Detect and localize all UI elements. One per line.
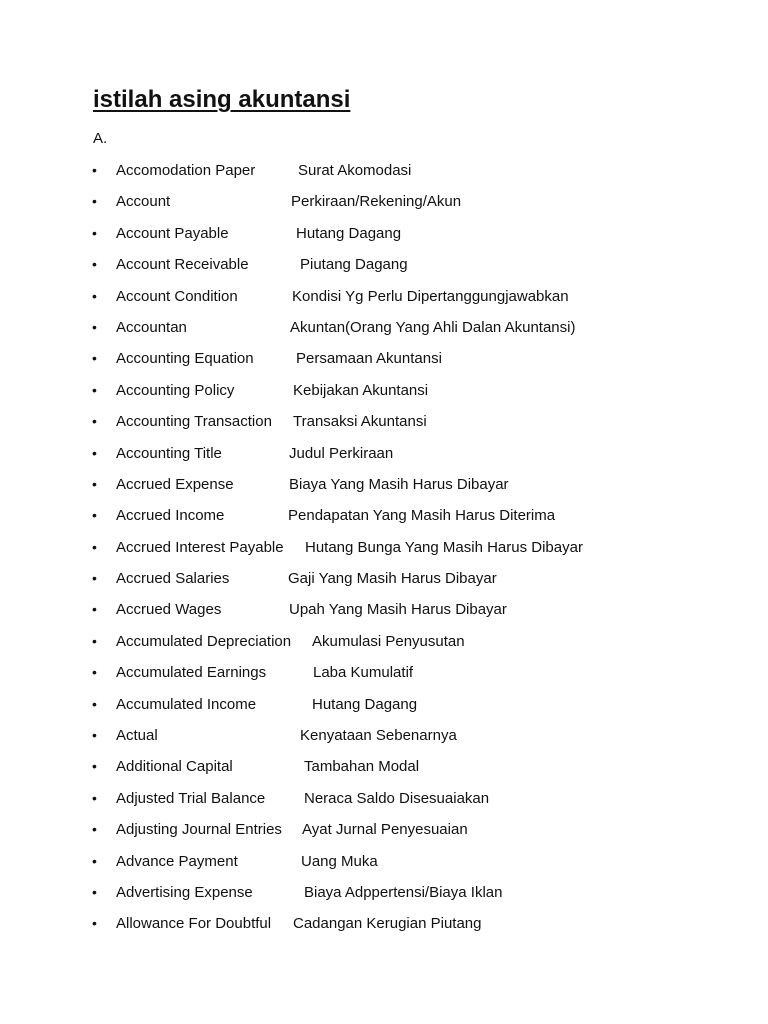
glossary-item [0, 162, 768, 193]
glossary-item [0, 664, 768, 695]
bullet-icon: • [92, 162, 97, 178]
bullet-icon: • [92, 413, 97, 430]
term-indonesian: Surat Akomodasi [298, 162, 412, 179]
bullet-icon: • [92, 601, 97, 618]
term-indonesian: Kondisi Yg Perlu Dipertanggungjawabkan [292, 287, 569, 305]
glossary-item [0, 507, 768, 538]
term-english: Account Receivable [116, 256, 249, 274]
term-indonesian: Hutang Bunga Yang Masih Harus Dibayar [305, 538, 583, 556]
term-english: Allowance For Doubtful [116, 915, 272, 933]
bullet-icon: • [92, 193, 97, 210]
bullet-icon: • [92, 915, 97, 932]
term-indonesian: Biaya Yang Masih Harus Dibayar [289, 475, 509, 493]
bullet-icon: • [92, 538, 97, 555]
term-english: Accrued Wages [116, 601, 222, 619]
glossary-item [0, 382, 768, 413]
glossary-item [0, 884, 768, 915]
term-indonesian: Akuntan(Orang Yang Ahli Dalan Akuntansi) [290, 318, 576, 336]
term-english: Accrued Interest Payable [116, 538, 284, 556]
glossary-list [0, 162, 768, 947]
term-indonesian: Hutang Dagang [312, 695, 418, 713]
bullet-icon: • [92, 475, 97, 492]
glossary-item [0, 696, 768, 727]
bullet-icon: • [92, 570, 97, 587]
term-english: Account Condition [116, 287, 238, 305]
glossary-item [0, 288, 768, 319]
glossary-item [0, 539, 768, 570]
term-english: Accounting Equation [116, 350, 254, 368]
term-indonesian: Transaksi Akuntansi [293, 413, 427, 431]
term-indonesian: Laba Kumulatif [313, 664, 414, 682]
term-english: Accumulated Depreciation [116, 632, 292, 650]
glossary-item [0, 758, 768, 789]
term-english: Account [116, 193, 171, 211]
glossary-item [0, 570, 768, 601]
glossary-item [0, 193, 768, 224]
glossary-item [0, 413, 768, 444]
bullet-icon: • [92, 758, 97, 775]
bullet-icon: • [92, 350, 97, 367]
term-english: Accumulated Earnings [116, 664, 267, 682]
term-indonesian: Kebijakan Akuntansi [293, 381, 429, 399]
term-english: Accountan [116, 318, 187, 336]
term-indonesian: Biaya Adppertensi/Biaya Iklan [304, 883, 503, 901]
term-indonesian: Pendapatan Yang Masih Harus Diterima [288, 507, 556, 525]
term-indonesian: Cadangan Kerugian Piutang [293, 915, 482, 933]
term-indonesian: Uang Muka [301, 852, 378, 870]
term-indonesian: Persamaan Akuntansi [296, 350, 442, 368]
bullet-icon: • [92, 883, 97, 900]
glossary-item [0, 790, 768, 821]
glossary-item [0, 256, 768, 287]
bullet-icon: • [92, 821, 97, 838]
term-english: Advance Payment [116, 852, 238, 870]
glossary-item [0, 445, 768, 476]
glossary-item [0, 821, 768, 852]
glossary-item [0, 633, 768, 664]
term-english: Accrued Income [116, 507, 225, 525]
term-english: Adjusting Journal Entries [116, 821, 282, 839]
term-english: Accrued Expense [116, 475, 234, 493]
bullet-icon: • [92, 507, 97, 524]
term-indonesian: Akumulasi Penyusutan [312, 632, 465, 650]
term-indonesian: Tambahan Modal [304, 758, 420, 776]
glossary-item [0, 319, 768, 350]
glossary-item [0, 853, 768, 884]
section-letter: A. [93, 130, 108, 147]
glossary-item [0, 350, 768, 381]
term-indonesian: Upah Yang Masih Harus Dibayar [289, 601, 507, 619]
term-english: Accounting Policy [116, 381, 235, 399]
bullet-icon: • [92, 444, 97, 461]
term-english: Accounting Transaction [116, 413, 272, 431]
bullet-icon: • [92, 287, 97, 304]
term-english: Additional Capital [116, 758, 233, 776]
glossary-item [0, 476, 768, 507]
term-english: Accumulated Income [116, 695, 257, 713]
bullet-icon: • [92, 256, 97, 273]
document-title: istilah asing akuntansi [93, 86, 351, 113]
term-indonesian: Neraca Saldo Disesuaiakan [304, 789, 490, 807]
term-english: Adjusted Trial Balance [116, 789, 266, 807]
bullet-icon: • [92, 632, 97, 649]
term-indonesian: Perkiraan/Rekening/Akun [291, 193, 462, 211]
bullet-icon: • [92, 224, 97, 241]
term-indonesian: Kenyataan Sebenarnya [300, 727, 457, 745]
term-english: Actual [116, 727, 158, 745]
term-english: Accrued Salaries [116, 570, 230, 588]
bullet-icon: • [92, 695, 97, 712]
glossary-item [0, 727, 768, 758]
bullet-icon: • [92, 318, 97, 335]
bullet-icon: • [92, 664, 97, 681]
term-english: Advertising Expense [116, 883, 253, 901]
bullet-icon: • [92, 381, 97, 398]
glossary-item [0, 225, 768, 256]
glossary-item [0, 601, 768, 632]
term-indonesian: Hutang Dagang [296, 224, 402, 242]
term-indonesian: Judul Perkiraan [289, 444, 394, 462]
bullet-icon: • [92, 789, 97, 806]
bullet-icon: • [92, 852, 97, 869]
term-indonesian: Ayat Jurnal Penyesuaian [302, 821, 468, 839]
term-english: Accomodation Paper [116, 162, 256, 179]
term-english: Accounting Title [116, 444, 222, 462]
term-indonesian: Gaji Yang Masih Harus Dibayar [288, 570, 497, 588]
term-english: Account Payable [116, 224, 229, 242]
bullet-icon: • [92, 727, 97, 744]
term-indonesian: Piutang Dagang [300, 256, 408, 274]
glossary-item [0, 915, 768, 946]
